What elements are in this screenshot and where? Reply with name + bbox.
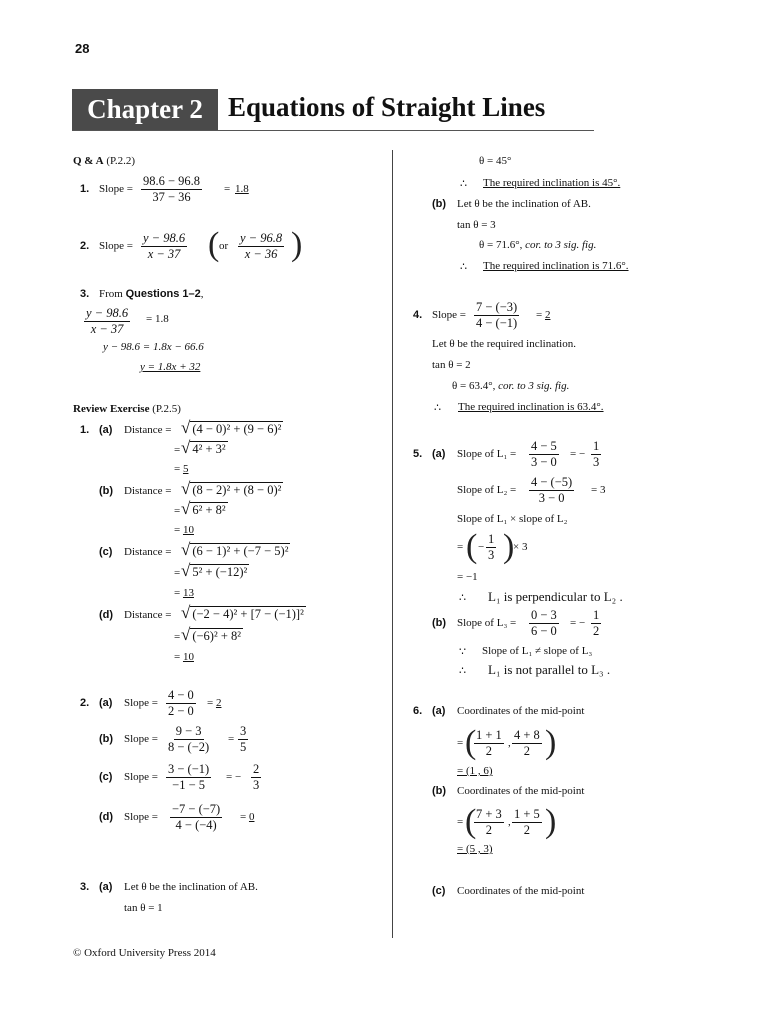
r1d-text: Distance =: [124, 609, 172, 621]
chapter-title: Equations of Straight Lines: [228, 92, 546, 122]
r2c-label: (c): [99, 771, 113, 783]
review-heading-row: [73, 403, 181, 415]
r2a-result: = 2: [207, 697, 222, 709]
r3a-line-2: tan θ = 1: [124, 902, 163, 914]
r1a-label: (a): [99, 424, 113, 436]
r6a-fraction-2: $\frac{4 + 8}{2}$: [514, 728, 540, 758]
q3-from-row: [99, 288, 204, 300]
r6b-fraction-1: $\frac{7 + 3}{2}$: [476, 807, 502, 837]
r5b-l3-text: Slope of L₃ =: [457, 617, 517, 629]
q3-numerator: y − 98.6: [86, 306, 129, 320]
q3-line-2: y = 1.8x + 32: [140, 361, 201, 373]
q2-fraction-1: [141, 231, 187, 262]
r1c-eq-2: =: [174, 567, 181, 579]
r2a-text: Slope =: [124, 697, 159, 709]
r5a-product-tail: × 3: [513, 541, 528, 553]
q1-numerator: 98.6 − 96.8: [143, 174, 201, 188]
r5a-product-eq: =: [457, 541, 464, 553]
r5a-therefore: ∴: [459, 592, 466, 604]
r6b-answer: = (5 , 3): [457, 843, 493, 855]
r6a-open-paren: (: [465, 724, 477, 761]
qa-heading: Q & A: [73, 155, 104, 167]
r5b-because: ∵: [459, 646, 466, 658]
qa-heading-row: [73, 155, 135, 167]
q1-eq: =: [224, 183, 231, 195]
q2-or: or: [219, 240, 229, 252]
r1c-label: (c): [99, 546, 113, 558]
r1c-radical-1: √ (6 − 1)² + (−7 − 5)²: [181, 540, 289, 559]
r1d-radical-2: √ (−6)² + 8²: [181, 625, 242, 644]
q3-comma: ,: [200, 288, 204, 300]
q2-number: 2.: [80, 240, 90, 252]
r1a-result: = 5: [174, 463, 189, 475]
r4-line-3: θ = 63.4°, cor. to 3 sig. fig.: [452, 380, 570, 392]
r5b-therefore: ∴: [459, 665, 466, 677]
r5a-l1-eq: = −: [570, 448, 586, 460]
r4-result: = 2: [536, 309, 551, 321]
r5a-l2-fraction: $\frac{4 - (-5)}{3 - 0}$: [531, 475, 573, 505]
r3b-label: (b): [432, 198, 447, 210]
r3b-line-3: θ = 71.6°, cor. to 3 sig. fig.: [479, 239, 597, 251]
r4-conclusion: The required inclination is 63.4°.: [458, 401, 604, 413]
r1d-result: = 10: [174, 651, 194, 663]
r2b-fraction: $\frac{9 - 3}{8 - (-2)}$: [168, 724, 210, 754]
r6b-open-paren: (: [465, 803, 477, 840]
r5b-conclusion: L₁ is not parallel to L₃ .: [488, 662, 611, 677]
r3a-conclusion: The required inclination is 45°.: [483, 177, 621, 189]
r5a-open-paren: (: [466, 528, 478, 565]
r1c-text: Distance =: [124, 546, 172, 558]
copyright-footer: © Oxford University Press 2014: [73, 947, 216, 959]
r3a-line-1: Let θ be the inclination of AB.: [124, 881, 258, 893]
r1a-radical-2: √ 4² + 3²: [181, 438, 226, 457]
r4-fraction: $\frac{7 - (-3)}{4 - (-1)}$: [476, 300, 518, 330]
r6b-eq: =: [457, 816, 464, 828]
r1b-result: = 10: [174, 524, 194, 536]
r1a-radical-1: √ (4 − 0)² + (9 − 6)²: [181, 418, 282, 437]
r4-number: 4.: [413, 309, 423, 321]
r5a-product-text: Slope of L₁ × slope of L₂: [457, 513, 568, 525]
q2-denominator-2: x − 36: [244, 247, 278, 261]
r1c-result: = 13: [174, 587, 194, 599]
q2-numerator-2: y − 96.8: [240, 231, 283, 245]
r5a-l1-result: $\frac{1}{3}$: [593, 439, 600, 469]
r4-therefore: ∴: [434, 402, 441, 414]
r3b-therefore: ∴: [460, 261, 467, 273]
r6a-comma: ,: [508, 737, 511, 749]
r5a-l1-text: Slope of L₁ =: [457, 448, 517, 460]
r6a-close-paren: ): [545, 724, 557, 761]
q2-numerator-1: y − 98.6: [143, 231, 186, 245]
column-divider: [392, 150, 393, 938]
r6b-text: Coordinates of the mid-point: [457, 785, 585, 797]
r2d-label: (d): [99, 811, 114, 823]
q2-open-paren: (: [208, 226, 220, 263]
r1b-label: (b): [99, 485, 114, 497]
q1-denominator: 37 − 36: [152, 190, 191, 204]
q3-number: 3.: [80, 288, 90, 300]
q2-text: Slope =: [99, 240, 134, 252]
r3a-line-3: θ = 45°: [479, 155, 512, 167]
q3-from: From: [99, 288, 123, 300]
r3-number: 3.: [80, 881, 90, 893]
r1b-eq-2: =: [174, 505, 181, 517]
r6b-fraction-2: $\frac{1 + 5}{2}$: [514, 807, 540, 837]
r5b-l3-eq: = −: [570, 617, 586, 629]
r3b-conclusion: The required inclination is 71.6°.: [483, 260, 629, 272]
r5a-close-paren: ): [503, 528, 515, 565]
q1-text: Slope =: [99, 183, 134, 195]
r1d-radical-1: √ (−2 − 4)² + [7 − (−1)]²: [181, 603, 304, 622]
r2a-label: (a): [99, 697, 113, 709]
q1-number: 1.: [80, 183, 90, 195]
r1b-text: Distance =: [124, 485, 172, 497]
r5a-conclusion: L₁ is perpendicular to L₂ .: [488, 589, 623, 604]
q2-close-paren: ): [291, 226, 303, 263]
r6c-label: (c): [432, 885, 446, 897]
review-heading: Review Exercise: [73, 403, 150, 415]
r6-number: 6.: [413, 705, 423, 717]
r5a-label: (a): [432, 448, 446, 460]
review-ref: (P.2.5): [152, 403, 181, 415]
r6a-answer: = (1 , 6): [457, 765, 493, 777]
qa-ref: (P.2.2): [106, 155, 136, 167]
r2c-fraction: $\frac{3 - (-1)}{-1 - 5}$: [168, 762, 210, 792]
r5a-l1-fraction: $\frac{4 - 5}{3 - 0}$: [531, 439, 557, 469]
r6c-text: Coordinates of the mid-point: [457, 885, 585, 897]
r6a-fraction-1: $\frac{1 + 1}{2}$: [476, 728, 502, 758]
q3-fraction: [84, 306, 130, 337]
r1c-radical-2: √ 5² + (−12)²: [181, 561, 248, 580]
r2-number: 2.: [80, 697, 90, 709]
r5b-reason: Slope of L₁ ≠ slope of L₃: [482, 645, 593, 657]
r4-line-1: Let θ be the required inclination.: [432, 338, 576, 350]
r2d-result: = 0: [240, 811, 255, 823]
r5b-l3-result: $\frac{1}{2}$: [593, 608, 600, 638]
r2c-eq: = −: [226, 771, 242, 783]
r2c-result-fraction: $\frac{2}{3}$: [253, 762, 260, 792]
r6a-text: Coordinates of the mid-point: [457, 705, 585, 717]
r6a-eq: =: [457, 737, 464, 749]
r2c-text: Slope =: [124, 771, 159, 783]
r1-number: 1.: [80, 424, 90, 436]
r5b-label: (b): [432, 617, 447, 629]
chapter-label: Chapter 2: [72, 89, 218, 130]
q2-denominator-1: x − 37: [147, 247, 181, 261]
r5a-product-minus: −: [478, 541, 485, 553]
r2b-text: Slope =: [124, 733, 159, 745]
r2b-result-fraction: $\frac{3}{5}$: [240, 724, 247, 754]
r3a-label: (a): [99, 881, 113, 893]
q3-eq: = 1.8: [146, 313, 169, 325]
r3a-therefore: ∴: [460, 178, 467, 190]
r3b-line-1: Let θ be the inclination of AB.: [457, 198, 591, 210]
r5a-l2-text: Slope of L₂ =: [457, 484, 517, 496]
r5a-l2-eq: = 3: [591, 484, 606, 496]
q2-fraction-2: [238, 231, 284, 262]
page-number: 28: [75, 41, 90, 56]
r1b-radical-2: √ 6² + 8²: [181, 499, 226, 518]
r2b-label: (b): [99, 733, 114, 745]
r5a-result: = −1: [457, 571, 478, 583]
r1b-radical-1: √ (8 − 2)² + (8 − 0)²: [181, 479, 282, 498]
r2b-eq: =: [228, 733, 235, 745]
r6a-label: (a): [432, 705, 446, 717]
r1d-eq-2: =: [174, 631, 181, 643]
r6b-close-paren: ): [545, 803, 557, 840]
q3-ref: Questions 1–2: [125, 288, 201, 300]
r3b-line-2: tan θ = 3: [457, 219, 496, 231]
r5-number: 5.: [413, 448, 423, 460]
q1-fraction: [141, 174, 202, 205]
q1-answer: 1.8: [235, 183, 249, 195]
r5b-l3-fraction: $\frac{0 - 3}{6 - 0}$: [531, 608, 557, 638]
title-underline: [72, 130, 594, 131]
r1d-label: (d): [99, 609, 114, 621]
r1a-text: Distance =: [124, 424, 172, 436]
r5a-product-fraction: $\frac{1}{3}$: [488, 532, 495, 562]
r6b-comma: ,: [508, 816, 511, 828]
q3-line-1: y − 98.6 = 1.8x − 66.6: [103, 341, 204, 353]
r4-line-2: tan θ = 2: [432, 359, 471, 371]
r6b-label: (b): [432, 785, 447, 797]
q3-denominator: x − 37: [90, 322, 124, 336]
r2d-fraction: $\frac{-7 - (-7)}{4 - (-4)}$: [172, 802, 221, 832]
r1a-eq-2: =: [174, 444, 181, 456]
r2d-text: Slope =: [124, 811, 159, 823]
r2a-fraction: $\frac{4 - 0}{2 - 0}$: [168, 688, 194, 718]
r4-text: Slope =: [432, 309, 467, 321]
